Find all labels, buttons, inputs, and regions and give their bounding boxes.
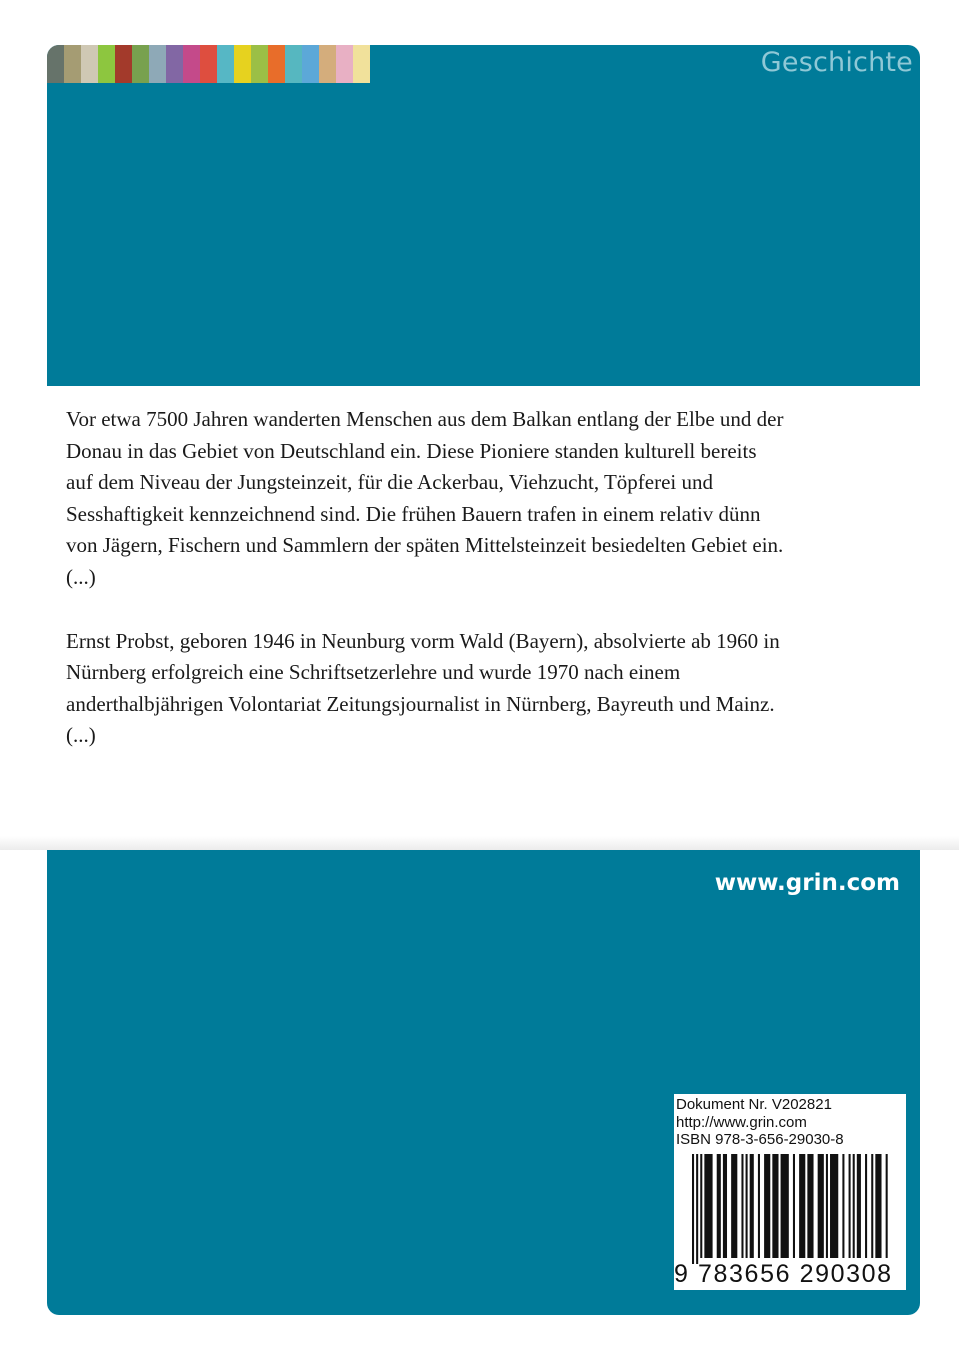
barcode-bar [886,1154,888,1258]
color-stripe [64,45,81,83]
barcode-bar [853,1154,855,1258]
barcode-bar [842,1154,844,1258]
barcode-bar [758,1154,760,1258]
author-bio-paragraph: Ernst Probst, geboren 1946 in Neunburg vorm Wald (Bayern), absolvierte ab 1960 in Nürnberg erfolgreich eine Schriftsetzerlehre und wurde 1970 nach einem anderthalbjährigen Volontariat Zeitungsjournalist in Nürnberg, Bayreuth und Mainz. (...) [66,628,780,748]
publisher-url: http://www.grin.com [676,1113,807,1131]
barcode-bar [723,1154,727,1258]
color-stripes [47,45,370,83]
barcode-bar [731,1154,737,1258]
barcode-bar [750,1154,754,1258]
barcode-bar [807,1154,813,1258]
color-stripe [166,45,183,83]
barcode-bars [692,1154,898,1264]
color-stripe [353,45,370,83]
color-stripe [268,45,285,83]
barcode-bar [704,1154,712,1258]
color-stripe [200,45,217,83]
color-stripe [149,45,166,83]
barcode-bar [857,1154,861,1258]
barcode-bar [692,1154,694,1264]
barcode-bar [700,1154,702,1258]
barcode-bar [799,1154,805,1258]
barcode-bar [826,1154,828,1258]
barcode-bar [781,1154,789,1258]
color-stripe [115,45,132,83]
back-cover-text [66,404,786,752]
barcode-bar [875,1154,881,1258]
barcode-bar [793,1154,795,1258]
color-stripe [217,45,234,83]
barcode-bar [696,1154,698,1264]
barcode-digits: 9 783656 290308 [674,1260,893,1288]
color-stripe [81,45,98,83]
color-stripe [251,45,268,83]
barcode-bar [849,1154,851,1258]
barcode-bar [818,1154,824,1258]
color-stripe [234,45,251,83]
blurb-paragraph: Vor etwa 7500 Jahren wanderten Menschen aus dem Balkan entlang der Elbe und der Donau in das Gebiet von Deutschland ein. Diese Pioniere standen kulturell bereits auf dem Niveau der Jungsteinzeit, für die Ackerbau, Viehzucht, Töpferei und Sesshaftigkeit kennzeichnend sind. Die frühen Bauern trafen in einem relativ dünn von Jägern, Fischern und Sammlern der späten Mittelsteinzeit besiedelten Gebiet ein. (...) [66,407,784,589]
barcode-bar [772,1154,778,1258]
document-number: Dokument Nr. V202821 [676,1096,832,1113]
barcode-bar [871,1154,873,1258]
category-label: Geschichte [760,47,913,78]
color-stripe [47,45,64,83]
barcode-bar [764,1154,770,1258]
barcode-box [674,1094,906,1290]
color-stripe [319,45,336,83]
isbn-number: ISBN 978-3-656-29030-8 [676,1131,844,1148]
cover-top-panel [47,45,920,386]
color-stripe [302,45,319,83]
color-stripe [336,45,353,83]
barcode-bar [741,1154,743,1258]
barcode-info [676,1096,844,1149]
barcode-bar [830,1154,838,1258]
color-stripe [132,45,149,83]
barcode-bar [717,1154,721,1258]
color-stripe [285,45,302,83]
barcode-bar [865,1154,867,1258]
panel-divider [0,836,959,850]
color-stripe [98,45,115,83]
publisher-website: www.grin.com [714,870,900,896]
color-stripe [183,45,200,83]
barcode-bar [746,1154,748,1258]
cover-bottom-panel [47,850,920,1315]
